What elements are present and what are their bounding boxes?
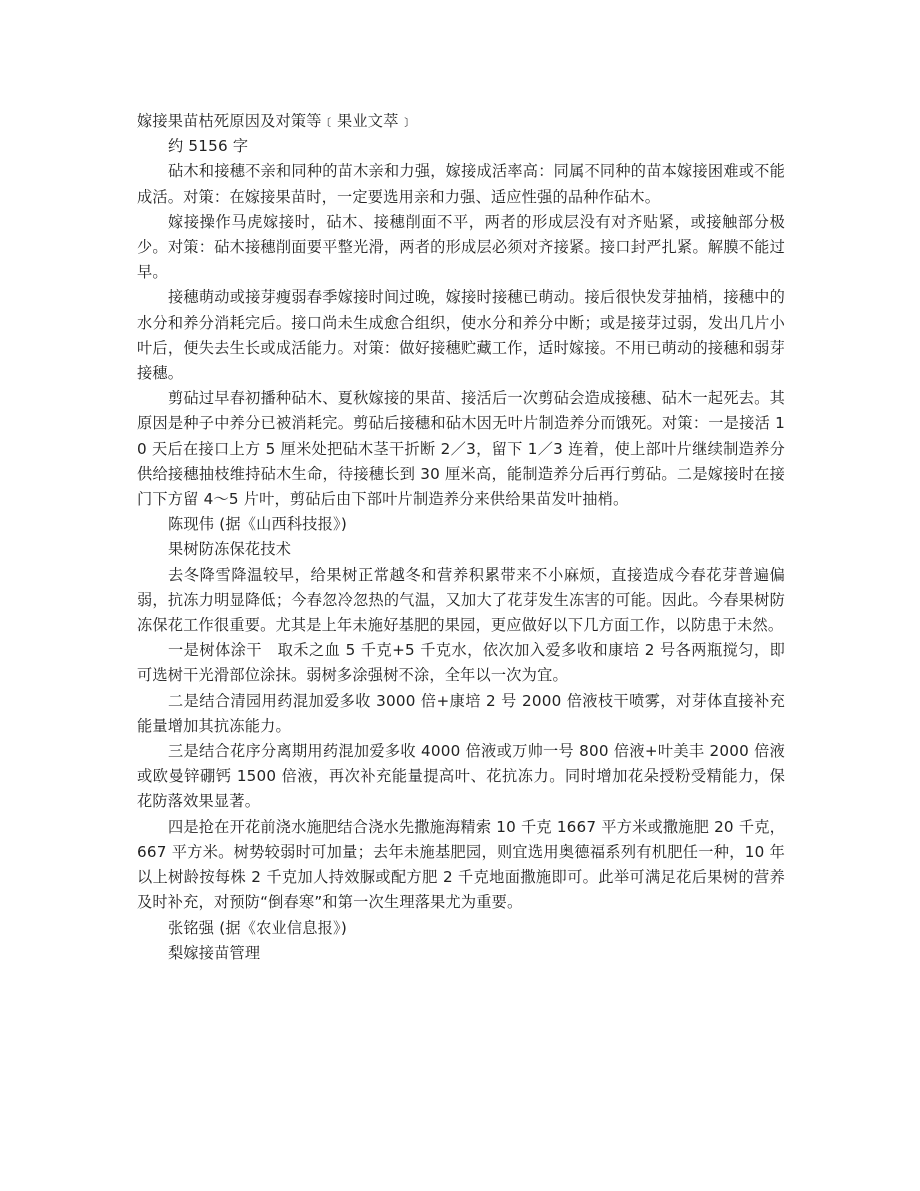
document-page — [137, 109, 785, 966]
section-heading: 梨嫁接苗管理 — [168, 943, 261, 962]
paragraph: 接穗萌动或接芽瘦弱春季嫁接时间过晚，嫁接时接穗已萌动。接后很快发芽抽梢，接穗中的水分和养分消耗完后。接口尚未生成愈合组织，使水分和养分中断；或是接芽过弱，发出几片小叶后，便失去生长或成活能力。对策：做好接穗贮藏工作，适时嫁接。不用已萌动的接穗和弱芽接穗。 — [137, 288, 785, 383]
paragraph: 三是结合花序分离期用药混加爱多收 4000 倍液或万帅一号 800 倍液+叶美丰 2000 倍液或欧曼锌硼钙 1500 倍液，再次补充能量提高叶、花抗冻力。同时增加花朵授粉受精能力，保花防落效果显著。 — [137, 742, 785, 811]
paragraph: 去冬降雪降温较早，给果树正常越冬和营养积累带来不小麻烦，直接造成今春花芽普遍偏弱，抗冻力明显降低；今春忽冷忽热的气温，又加大了花芽发生冻害的可能。因此。今春果树防冻保花工作很重要。尤其是上年未施好基肥的果园，更应做好以下几方面工作，以防患于未然。 — [137, 565, 785, 635]
paragraph: 一是树体涂干 取禾之血 5 千克+5 千克水，依次加入爱多收和康培 2 号各两瓶搅匀，即可选树干光滑部位涂抹。弱树多涂强树不涂，全年以一次为宜。 — [137, 641, 785, 685]
paragraph: 剪砧过早春初播种砧木、夏秋嫁接的果苗、接活后一次剪砧会造成接穗、砧木一起死去。其原因是种子中养分已被消耗完。剪砧后接穗和砧木因无叶片制造养分而饿死。对策：一是接活 10 天后在接口上方 5 厘米处把砧木茎干折断 2／3，留下 1／3 连着，使上部叶片继续制造养分供给接穗抽枝维持砧木生命，待接穗长到 30 厘米高，能制造养分后再行剪砧。二是嫁接时在接门下方留 4～5 片叶，剪砧后由下部叶片制造养分来供给果苗发叶抽梢。 — [137, 389, 785, 509]
author-credit: 陈现伟 (据《山西科技报》) — [168, 515, 347, 534]
paragraph: 嫁接操作马虎嫁接时，砧木、接穗削面不平，两者的形成层没有对齐贴紧，或接触部分极少。对策：砧木接穗削面要平整光滑，两者的形成层必须对齐接紧。接口封严扎紧。解膜不能过早。 — [137, 212, 785, 282]
document-title: 嫁接果苗枯死原因及对策等﹝果业文萃﹞ — [137, 112, 414, 130]
paragraph: 二是结合清园用药混加爱多收 3000 倍+康培 2 号 2000 倍液枝干喷雾，对芽体直接补充能量增加其抗冻能力。 — [137, 691, 785, 735]
section-heading: 果树防冻保花技术 — [168, 540, 292, 559]
word-count: 约 5156 字 — [168, 137, 249, 156]
paragraph: 砧木和接穗不亲和同种的苗木亲和力强，嫁接成活率高：同属不同种的苗本嫁接困难或不能成活。对策：在嫁接果苗时，一定要选用亲和力强、适应性强的品种作砧木。 — [137, 162, 785, 206]
author-credit: 张铭强 (据《农业信息报》) — [168, 918, 347, 937]
paragraph: 四是抢在开花前浇水施肥结合浇水先撒施海精索 10 千克 1667 平方米或撒施肥 20 千克，667 平方米。树势较弱时可加量；去年未施基肥园，则宜选用奥德福系列有机肥任一种，10 年以上树龄按每株 2 千克加人持效脲或配方肥 2 千克地面撒施即可。此举可满足花后果树的营养及时补充，对预防“倒春寒”和第一次生理落果尤为重要。 — [137, 817, 785, 912]
